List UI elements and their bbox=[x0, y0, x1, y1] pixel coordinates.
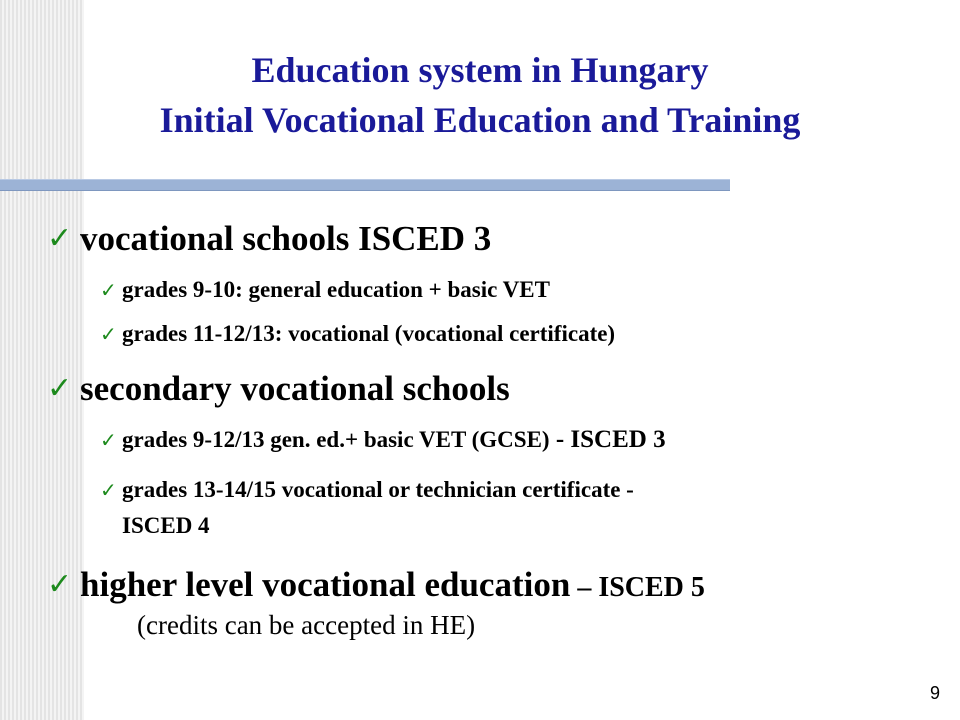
title-divider bbox=[0, 179, 730, 191]
bullet-higher-level-vocational bbox=[80, 565, 705, 608]
isced-3-label: - ISCED 3 bbox=[549, 426, 666, 453]
checkmark-icon: ✓ bbox=[47, 221, 73, 256]
bullet-vocational-schools: vocational schools ISCED 3 bbox=[80, 219, 492, 258]
checkmark-icon: ✓ bbox=[100, 428, 117, 452]
page-number: 9 bbox=[929, 683, 940, 703]
sub-bullet-grades-13-14-line2: ISCED 4 bbox=[122, 513, 210, 538]
slide-title-line1: Education system in Hungary bbox=[251, 50, 709, 90]
bullet-secondary-vocational-schools: secondary vocational schools bbox=[80, 369, 510, 408]
checkmark-icon: ✓ bbox=[100, 322, 117, 346]
checkmark-icon: ✓ bbox=[47, 371, 73, 406]
sub-bullet-grades-11-12: grades 11-12/13: vocational (vocational certificate) bbox=[122, 321, 616, 346]
slide-title-line2: Initial Vocational Education and Training bbox=[159, 100, 801, 140]
sub-bullet-grades-13-14-line1: grades 13-14/15 vocational or technician certificate - bbox=[122, 477, 634, 502]
checkmark-icon: ✓ bbox=[100, 278, 117, 302]
checkmark-icon: ✓ bbox=[100, 478, 117, 502]
credits-note: (credits can be accepted in HE) bbox=[137, 610, 476, 640]
bullet-higher-level-vocational-text: higher level vocational education bbox=[80, 565, 571, 604]
sub-bullet-grades-9-12 bbox=[122, 426, 666, 454]
sub-bullet-grades-9-10: grades 9-10: general education + basic VET bbox=[122, 277, 550, 302]
checkmark-icon: ✓ bbox=[47, 567, 73, 602]
sub-bullet-grades-9-12-text: grades 9-12/13 gen. ed.+ basic VET (GCSE) bbox=[122, 427, 550, 452]
isced-5-label: – ISCED 5 bbox=[570, 572, 705, 603]
